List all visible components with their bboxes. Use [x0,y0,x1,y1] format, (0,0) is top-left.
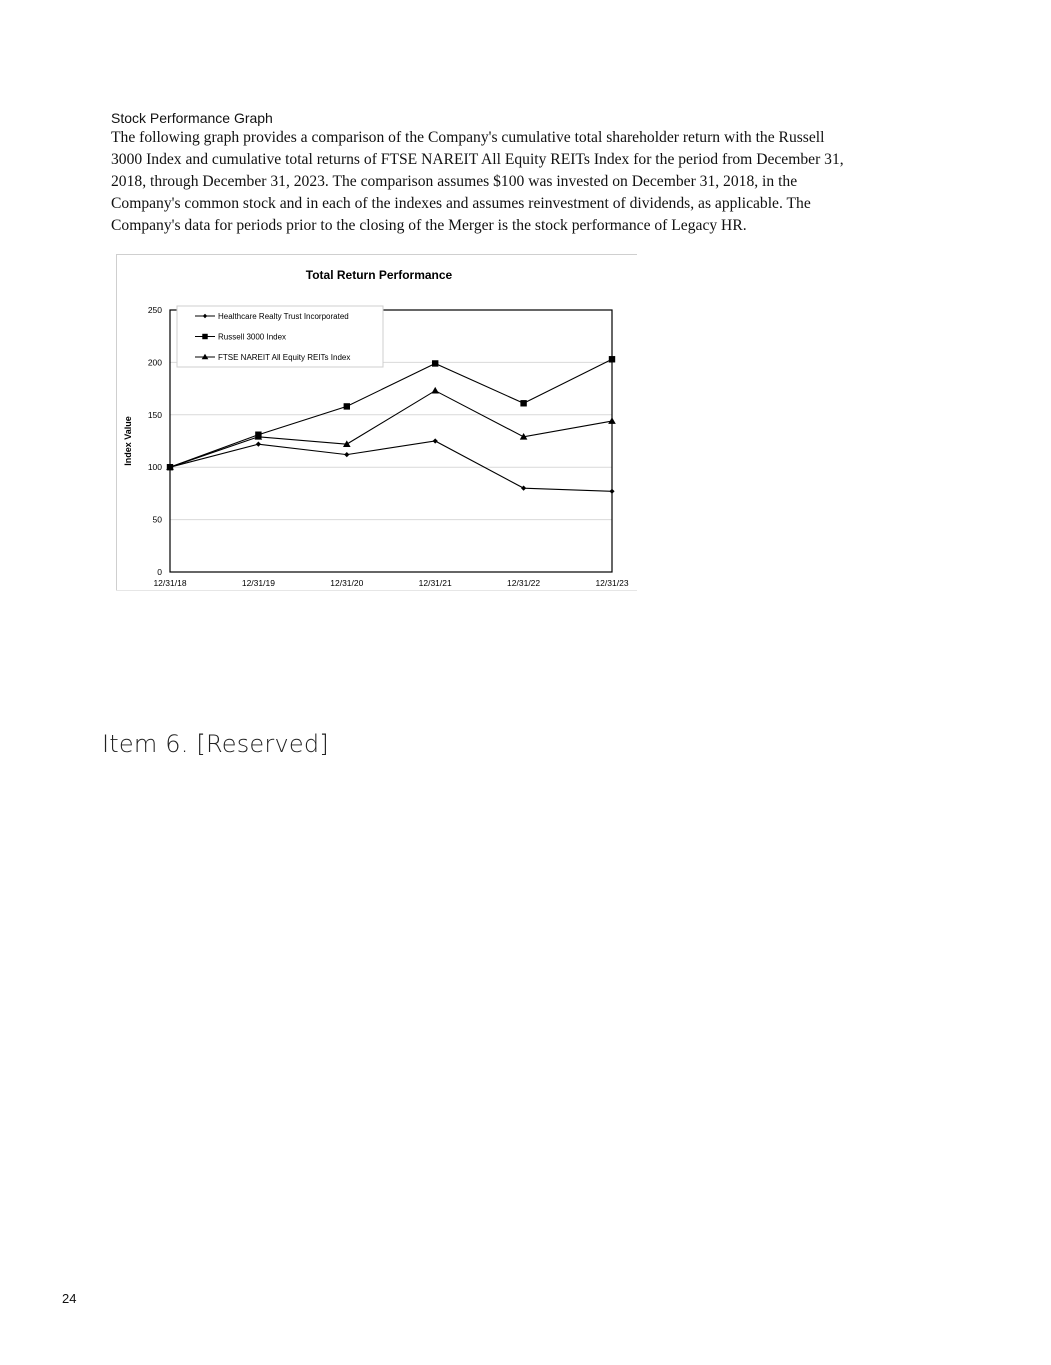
paragraph-line: 3000 Index and cumulative total returns of FTSE NAREIT All Equity REITs Index for the period from December 31, [111,151,844,168]
data-point-triangle [608,417,616,424]
legend-label: Russell 3000 Index [218,332,287,342]
y-tick-label: 50 [152,514,162,525]
legend-marker-square [202,334,207,339]
y-tick-label: 150 [147,409,162,420]
data-point-diamond [521,486,526,491]
page-number: 24 [62,1291,77,1306]
data-point-diamond [609,489,614,494]
y-tick-label: 100 [147,462,162,473]
chart-svg [116,254,637,591]
series-line-square [170,359,612,467]
y-tick-label: 0 [157,567,162,577]
data-point-triangle [431,387,439,394]
data-point-square [609,356,615,362]
data-point-square [520,400,526,406]
paragraph-line: 2018, through December 31, 2023. The comparison assumes $100 was invested on December 31, 2018, in the [111,173,798,190]
total-return-chart [116,254,637,591]
intro-paragraph [111,127,971,237]
series-line-diamond [170,441,612,491]
data-point-square [344,403,350,409]
data-point-diamond [344,452,349,457]
x-tick-label: 12/31/19 [241,578,275,588]
y-tick-label: 200 [147,357,162,368]
data-point-diamond [256,442,261,447]
y-axis-label: Index Value [123,416,133,466]
data-point-square [432,360,438,366]
paragraph-line: The following graph provides a comparison of the Company's cumulative total shareholder return with the Russell [111,129,825,146]
x-tick-label: 12/31/22 [507,578,541,588]
y-tick-label: 250 [147,305,162,315]
series-line-triangle [170,391,612,468]
paragraph-line: Company's data for periods prior to the closing of the Merger is the stock performance of Legacy HR. [111,217,747,234]
data-point-diamond [433,438,438,443]
x-tick-label: 12/31/23 [595,578,629,588]
x-tick-label: 12/31/18 [153,578,187,588]
chart-title: Total Return Performance [305,268,453,282]
paragraph-line: Company's common stock and in each of the indexes and assumes reinvestment of dividends, as applicable. The [111,195,811,212]
legend-label: FTSE NAREIT All Equity REITs Index [218,353,351,362]
x-tick-label: 12/31/20 [330,578,364,588]
item-6-heading: Item 6. [Reserved] [102,730,329,758]
x-tick-label: 12/31/21 [418,578,452,588]
legend-label: Healthcare Realty Trust Incorporated [218,312,349,321]
section-heading: Stock Performance Graph [111,110,273,126]
